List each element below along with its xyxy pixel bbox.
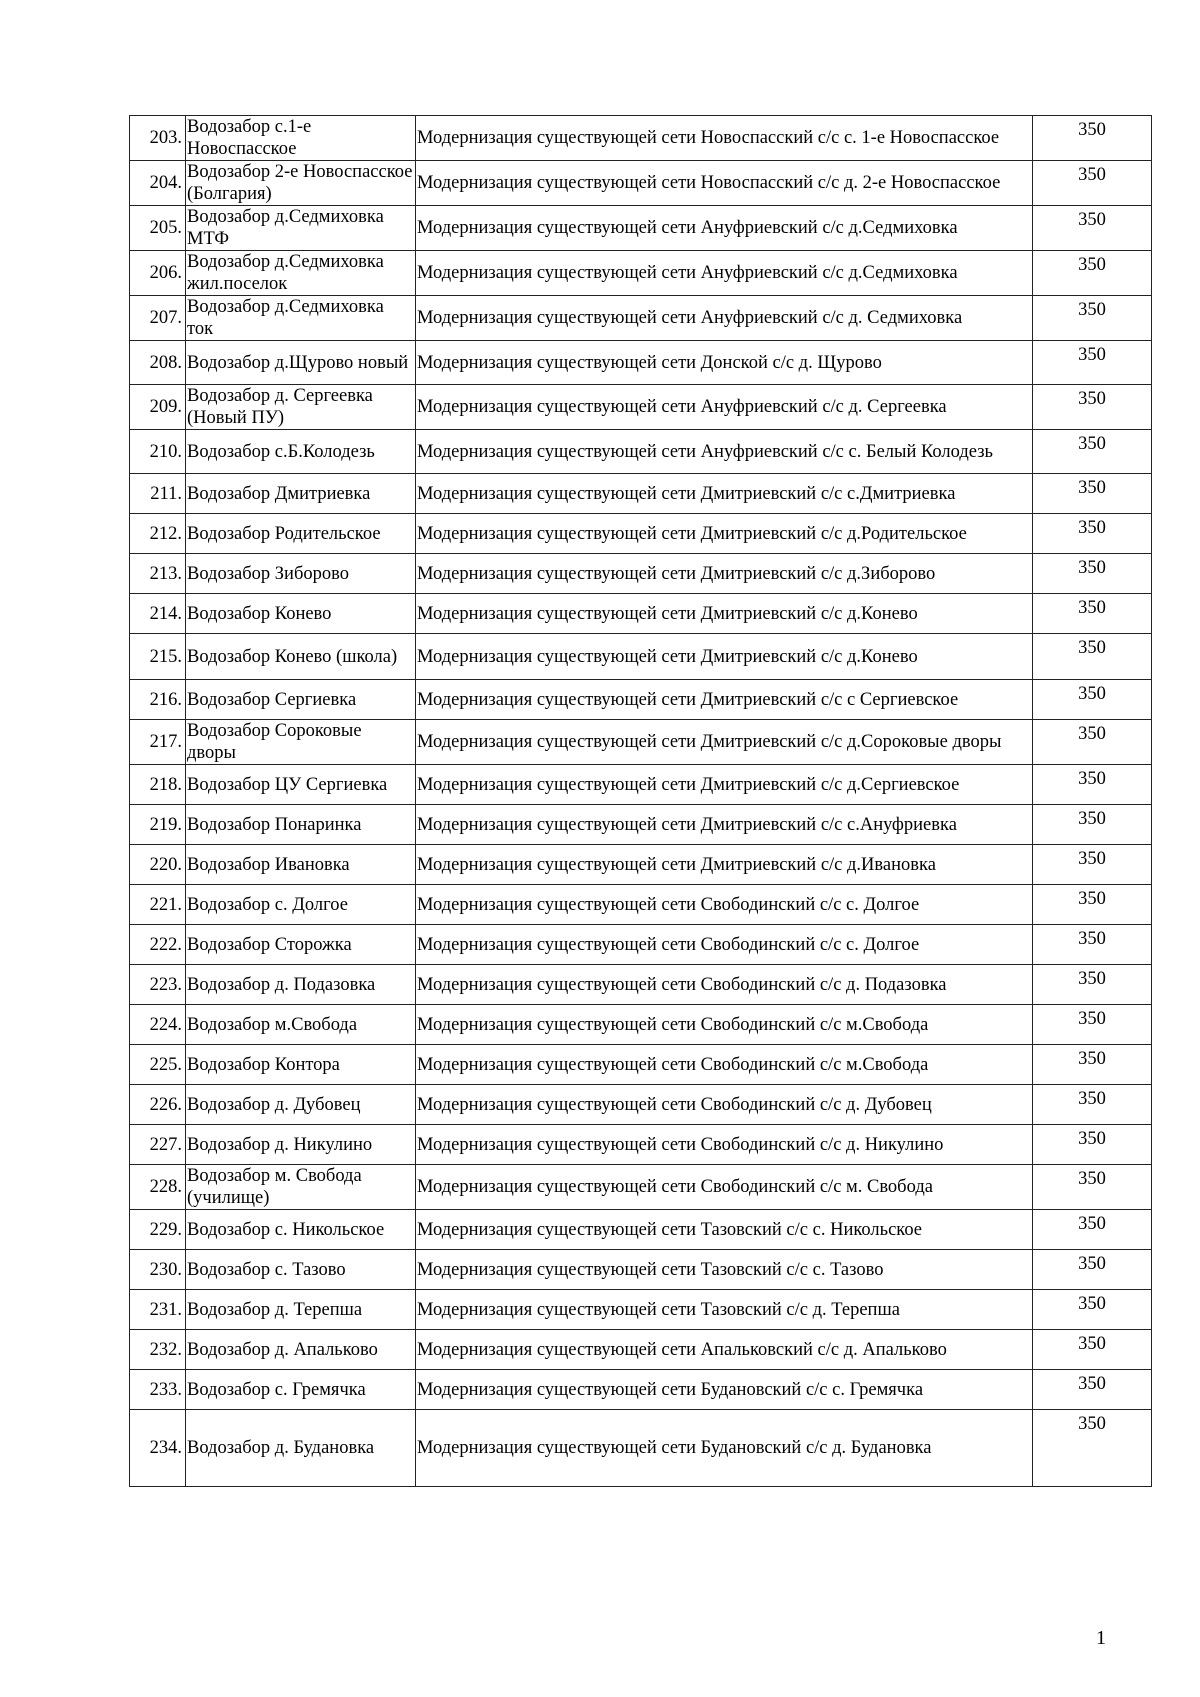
object-name-cell: Водозабор Контора [186, 1045, 416, 1085]
row-number-cell: 225. [130, 1045, 186, 1085]
object-name-cell: Водозабор м. Свобода (училище) [186, 1165, 416, 1210]
object-name-cell: Водозабор Сороковые дворы [186, 720, 416, 765]
value-cell: 350 [1033, 925, 1152, 965]
row-number-cell: 210. [130, 430, 186, 474]
description-cell: Модернизация существующей сети Тазовский с/с с. Тазово [416, 1250, 1033, 1290]
value-cell: 350 [1033, 680, 1152, 720]
value-cell: 350 [1033, 1290, 1152, 1330]
value-cell: 350 [1033, 1370, 1152, 1410]
description-cell: Модернизация существующей сети Свободинский с/с м. Свобода [416, 1165, 1033, 1210]
table-row [130, 634, 1152, 680]
table-row [130, 1045, 1152, 1085]
table-row [130, 251, 1152, 296]
row-number-cell: 226. [130, 1085, 186, 1125]
table-row [130, 554, 1152, 594]
value-cell: 350 [1033, 765, 1152, 805]
value-cell: 350 [1033, 430, 1152, 474]
value-cell: 350 [1033, 385, 1152, 430]
object-name-cell: Водозабор Понаринка [186, 805, 416, 845]
table-row [130, 805, 1152, 845]
object-name-cell: Водозабор с. Гремячка [186, 1370, 416, 1410]
object-name-cell: Водозабор д.Седмиховка МТФ [186, 206, 416, 251]
value-cell: 350 [1033, 116, 1152, 161]
row-number-cell: 214. [130, 594, 186, 634]
table-row [130, 1165, 1152, 1210]
description-cell: Модернизация существующей сети Апальковский с/с д. Апальково [416, 1330, 1033, 1370]
description-cell: Модернизация существующей сети Тазовский с/с д. Терепша [416, 1290, 1033, 1330]
description-cell: Модернизация существующей сети Дмитриевский с/с д.Родительское [416, 514, 1033, 554]
row-number-cell: 219. [130, 805, 186, 845]
description-cell: Модернизация существующей сети Дмитриевский с/с с Сергиевское [416, 680, 1033, 720]
description-cell: Модернизация существующей сети Дмитриевский с/с д.Ивановка [416, 845, 1033, 885]
value-cell: 350 [1033, 296, 1152, 341]
object-name-cell: Водозабор Конево [186, 594, 416, 634]
value-cell: 350 [1033, 251, 1152, 296]
description-cell: Модернизация существующей сети Дмитриевский с/с с.Ануфриевка [416, 805, 1033, 845]
object-name-cell: Водозабор с.Б.Колодезь [186, 430, 416, 474]
row-number-cell: 205. [130, 206, 186, 251]
row-number-cell: 213. [130, 554, 186, 594]
object-name-cell: Водозабор д.Седмиховка жил.поселок [186, 251, 416, 296]
value-cell: 350 [1033, 514, 1152, 554]
description-cell: Модернизация существующей сети Ануфриевский с/с д. Седмиховка [416, 296, 1033, 341]
row-number-cell: 223. [130, 965, 186, 1005]
row-number-cell: 215. [130, 634, 186, 680]
object-name-cell: Водозабор Родительское [186, 514, 416, 554]
value-cell: 350 [1033, 594, 1152, 634]
row-number-cell: 227. [130, 1125, 186, 1165]
object-name-cell: Водозабор Сергиевка [186, 680, 416, 720]
description-cell: Модернизация существующей сети Ануфриевский с/с с. Белый Колодезь [416, 430, 1033, 474]
value-cell: 350 [1033, 161, 1152, 206]
row-number-cell: 233. [130, 1370, 186, 1410]
value-cell: 350 [1033, 1210, 1152, 1250]
table-row [130, 161, 1152, 206]
row-number-cell: 232. [130, 1330, 186, 1370]
value-cell: 350 [1033, 845, 1152, 885]
row-number-cell: 230. [130, 1250, 186, 1290]
object-name-cell: Водозабор Дмитриевка [186, 474, 416, 514]
value-cell: 350 [1033, 1085, 1152, 1125]
object-name-cell: Водозабор ЦУ Сергиевка [186, 765, 416, 805]
table-row [130, 885, 1152, 925]
row-number-cell: 224. [130, 1005, 186, 1045]
row-number-cell: 207. [130, 296, 186, 341]
table-row [130, 720, 1152, 765]
description-cell: Модернизация существующей сети Дмитриевский с/с д.Конево [416, 594, 1033, 634]
object-name-cell: Водозабор с. Долгое [186, 885, 416, 925]
page-number: 1 [1096, 1627, 1106, 1649]
table-row [130, 1330, 1152, 1370]
row-number-cell: 206. [130, 251, 186, 296]
description-cell: Модернизация существующей сети Свободинский с/с м.Свобода [416, 1045, 1033, 1085]
value-cell: 350 [1033, 805, 1152, 845]
table-row [130, 845, 1152, 885]
value-cell: 350 [1033, 885, 1152, 925]
row-number-cell: 209. [130, 385, 186, 430]
row-number-cell: 221. [130, 885, 186, 925]
table-row [130, 514, 1152, 554]
description-cell: Модернизация существующей сети Дмитриевский с/с д.Зиборово [416, 554, 1033, 594]
value-cell: 350 [1033, 1005, 1152, 1045]
description-cell: Модернизация существующей сети Дмитриевский с/с с.Дмитриевка [416, 474, 1033, 514]
row-number-cell: 211. [130, 474, 186, 514]
table-body [130, 116, 1152, 1487]
row-number-cell: 216. [130, 680, 186, 720]
description-cell: Модернизация существующей сети Тазовский с/с с. Никольское [416, 1210, 1033, 1250]
row-number-cell: 228. [130, 1165, 186, 1210]
value-cell: 350 [1033, 634, 1152, 680]
value-cell: 350 [1033, 1165, 1152, 1210]
table-row [130, 206, 1152, 251]
description-cell: Модернизация существующей сети Свободинский с/с с. Долгое [416, 885, 1033, 925]
row-number-cell: 208. [130, 341, 186, 385]
description-cell: Модернизация существующей сети Будановский с/с с. Гремячка [416, 1370, 1033, 1410]
table-row [130, 474, 1152, 514]
table-row [130, 430, 1152, 474]
value-cell: 350 [1033, 1330, 1152, 1370]
object-name-cell: Водозабор д. Никулино [186, 1125, 416, 1165]
description-cell: Модернизация существующей сети Дмитриевский с/с д.Конево [416, 634, 1033, 680]
object-name-cell: Водозабор с. Никольское [186, 1210, 416, 1250]
table-row [130, 1410, 1152, 1487]
object-name-cell: Водозабор д.Щурово новый [186, 341, 416, 385]
value-cell: 350 [1033, 1410, 1152, 1487]
table-row [130, 1085, 1152, 1125]
description-cell: Модернизация существующей сети Свободинский с/с д. Никулино [416, 1125, 1033, 1165]
description-cell: Модернизация существующей сети Свободинский с/с д. Дубовец [416, 1085, 1033, 1125]
table-row [130, 680, 1152, 720]
row-number-cell: 231. [130, 1290, 186, 1330]
description-cell: Модернизация существующей сети Ануфриевский с/с д.Седмиховка [416, 251, 1033, 296]
table-row [130, 1210, 1152, 1250]
description-cell: Модернизация существующей сети Новоспасский с/с д. 2-е Новоспасское [416, 161, 1033, 206]
row-number-cell: 212. [130, 514, 186, 554]
description-cell: Модернизация существующей сети Ануфриевский с/с д. Сергеевка [416, 385, 1033, 430]
row-number-cell: 217. [130, 720, 186, 765]
table-row [130, 116, 1152, 161]
object-name-cell: Водозабор Зиборово [186, 554, 416, 594]
value-cell: 350 [1033, 1250, 1152, 1290]
table-row [130, 385, 1152, 430]
object-name-cell: Водозабор Сторожка [186, 925, 416, 965]
row-number-cell: 222. [130, 925, 186, 965]
table-row [130, 1125, 1152, 1165]
object-name-cell: Водозабор Ивановка [186, 845, 416, 885]
value-cell: 350 [1033, 554, 1152, 594]
object-name-cell: Водозабор с. Тазово [186, 1250, 416, 1290]
table-row [130, 1370, 1152, 1410]
row-number-cell: 218. [130, 765, 186, 805]
object-name-cell: Водозабор м.Свобода [186, 1005, 416, 1045]
description-cell: Модернизация существующей сети Свободинский с/с с. Долгое [416, 925, 1033, 965]
object-name-cell: Водозабор д. Сергеевка (Новый ПУ) [186, 385, 416, 430]
value-cell: 350 [1033, 341, 1152, 385]
description-cell: Модернизация существующей сети Ануфриевский с/с д.Седмиховка [416, 206, 1033, 251]
table-row [130, 925, 1152, 965]
row-number-cell: 204. [130, 161, 186, 206]
object-name-cell: Водозабор с.1-е Новоспасское [186, 116, 416, 161]
description-cell: Модернизация существующей сети Дмитриевский с/с д.Сороковые дворы [416, 720, 1033, 765]
value-cell: 350 [1033, 474, 1152, 514]
object-name-cell: Водозабор 2-е Новоспасское (Болгария) [186, 161, 416, 206]
object-name-cell: Водозабор д. Апальково [186, 1330, 416, 1370]
description-cell: Модернизация существующей сети Новоспасский с/с с. 1-е Новоспасское [416, 116, 1033, 161]
value-cell: 350 [1033, 965, 1152, 1005]
table-row [130, 765, 1152, 805]
value-cell: 350 [1033, 1125, 1152, 1165]
water-intake-table [129, 115, 1152, 1487]
description-cell: Модернизация существующей сети Свободинский с/с д. Подазовка [416, 965, 1033, 1005]
table-row [130, 341, 1152, 385]
value-cell: 350 [1033, 720, 1152, 765]
row-number-cell: 203. [130, 116, 186, 161]
row-number-cell: 229. [130, 1210, 186, 1250]
description-cell: Модернизация существующей сети Свободинский с/с м.Свобода [416, 1005, 1033, 1045]
object-name-cell: Водозабор д. Будановка [186, 1410, 416, 1487]
object-name-cell: Водозабор д.Седмиховка ток [186, 296, 416, 341]
description-cell: Модернизация существующей сети Дмитриевский с/с д.Сергиевское [416, 765, 1033, 805]
table-row [130, 594, 1152, 634]
table-row [130, 965, 1152, 1005]
row-number-cell: 220. [130, 845, 186, 885]
description-cell: Модернизация существующей сети Будановский с/с д. Будановка [416, 1410, 1033, 1487]
value-cell: 350 [1033, 1045, 1152, 1085]
value-cell: 350 [1033, 206, 1152, 251]
table-row [130, 296, 1152, 341]
object-name-cell: Водозабор д. Терепша [186, 1290, 416, 1330]
table-row [130, 1250, 1152, 1290]
description-cell: Модернизация существующей сети Донской с/с д. Щурово [416, 341, 1033, 385]
object-name-cell: Водозабор Конево (школа) [186, 634, 416, 680]
object-name-cell: Водозабор д. Дубовец [186, 1085, 416, 1125]
table-row [130, 1290, 1152, 1330]
object-name-cell: Водозабор д. Подазовка [186, 965, 416, 1005]
table-row [130, 1005, 1152, 1045]
row-number-cell: 234. [130, 1410, 186, 1487]
